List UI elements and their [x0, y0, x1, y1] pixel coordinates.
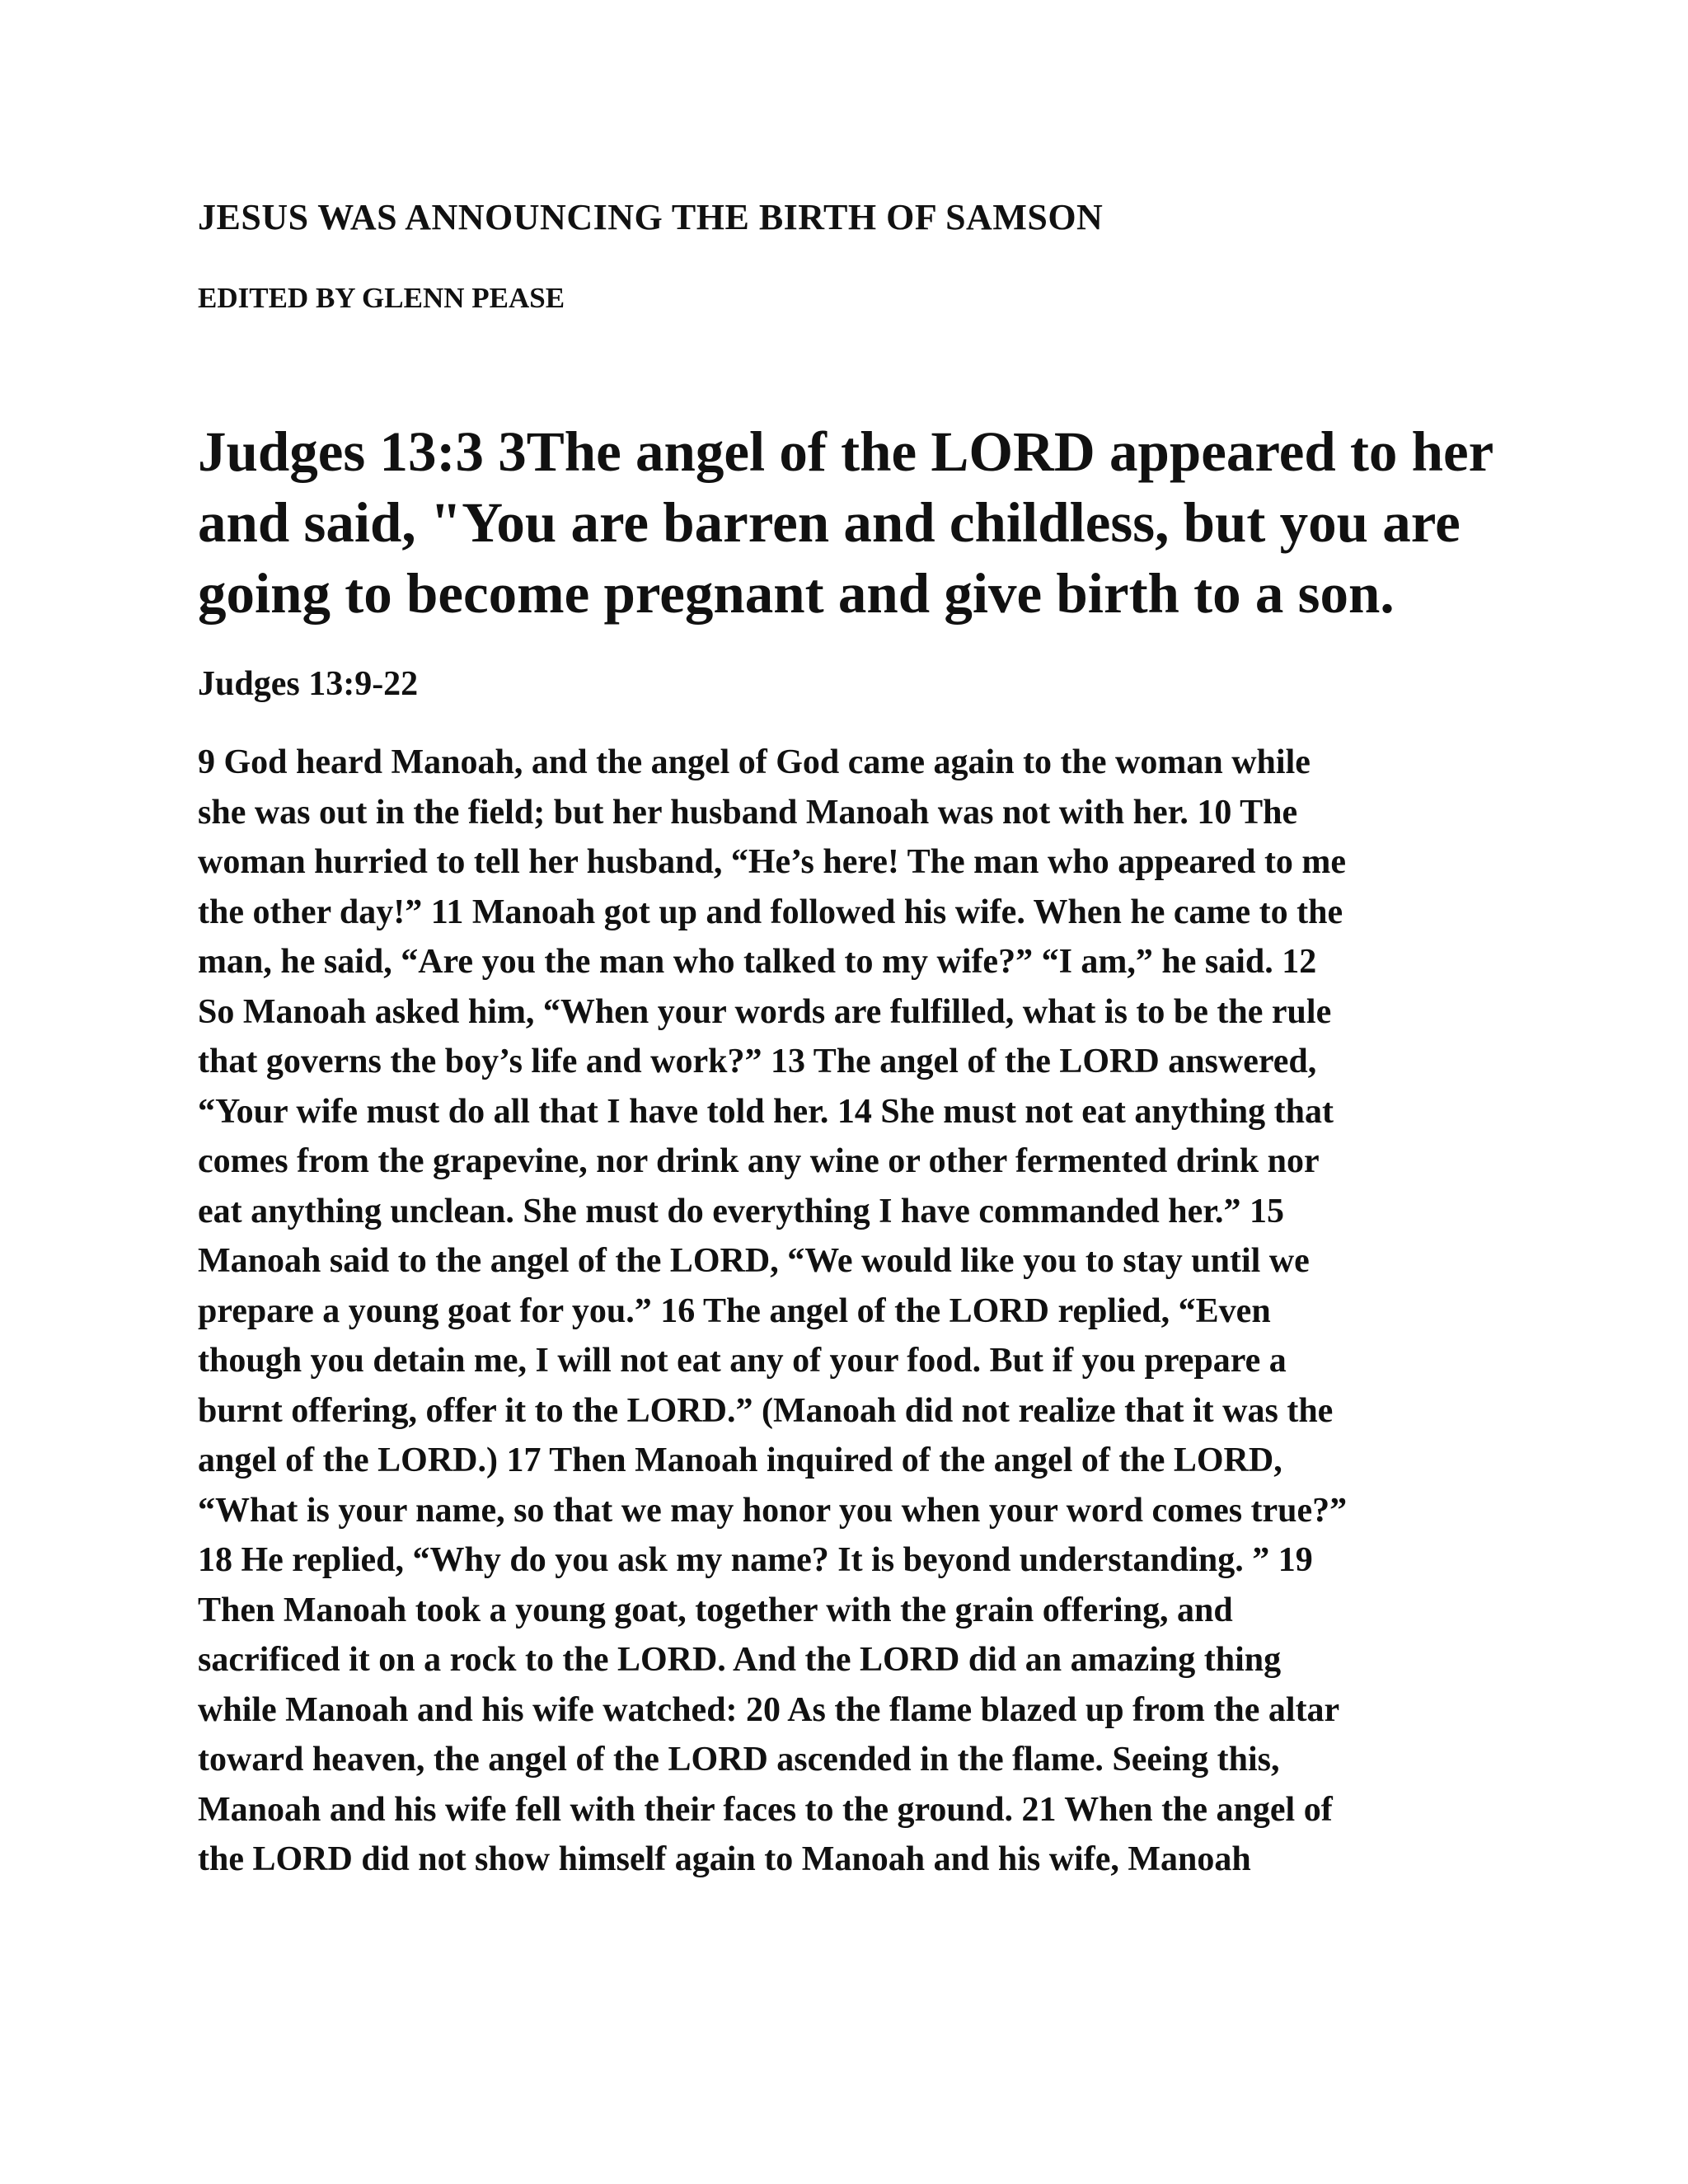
passage-line: eat anything unclean. She must do everything I have commanded her.” 15: [198, 1192, 1285, 1230]
passage-line: 18 He replied, “Why do you ask my name? It is beyond understanding. ” 19: [198, 1541, 1313, 1579]
passage-line: burnt offering, offer it to the LORD.” (Manoah did not realize that it was the: [198, 1391, 1334, 1430]
passage-line: the LORD did not show himself again to Manoah and his wife, Manoah: [198, 1840, 1251, 1878]
passage-line: toward heaven, the angel of the LORD ascended in the flame. Seeing this,: [198, 1741, 1280, 1779]
passage-line: 9 God heard Manoah, and the angel of God came again to the woman while: [198, 743, 1311, 781]
passage-line: sacrificed it on a rock to the LORD. And the LORD did an amazing thing: [198, 1641, 1282, 1679]
document-title: JESUS WAS ANNOUNCING THE BIRTH OF SAMSON: [198, 197, 1104, 237]
passage-line: though you detain me, I will not eat any of your food. But if you prepare a: [198, 1342, 1287, 1380]
passage-line: woman hurried to tell her husband, “He’s here! The man who appeared to me: [198, 843, 1347, 881]
scripture-passage: [198, 738, 1500, 1885]
passage-line: prepare a young goat for you.” 16 The angel of the LORD replied, “Even: [198, 1291, 1271, 1330]
verse-heading: Judges 13:3 3The angel of the LORD appeared to her and said, "You are barren and childless, but you are going to become pregnant and give birth to a son.: [198, 420, 1493, 625]
passage-line: she was out in the field; but her husband Manoah was not with her. 10 The: [198, 793, 1298, 832]
passage-line: Manoah and his wife fell with their faces to the ground. 21 When the angel of: [198, 1790, 1333, 1829]
passage-line: comes from the grapevine, nor drink any wine or other fermented drink nor: [198, 1142, 1320, 1180]
scripture-reference: Judges 13:9-22: [198, 665, 419, 703]
passage-line: “What is your name, so that we may honor you when your word comes true?”: [198, 1491, 1348, 1530]
passage-line: Then Manoah took a young goat, together with the grain offering, and: [198, 1591, 1233, 1629]
passage-line: angel of the LORD.) 17 Then Manoah inquired of the angel of the LORD,: [198, 1441, 1282, 1479]
passage-line: man, he said, “Are you the man who talked to my wife?” “I am,” he said. 12: [198, 943, 1317, 981]
passage-line: the other day!” 11 Manoah got up and followed his wife. When he came to the: [198, 893, 1343, 931]
passage-line: that governs the boy’s life and work?” 13 The angel of the LORD answered,: [198, 1043, 1317, 1080]
passage-line: “Your wife must do all that I have told her. 14 She must not eat anything that: [198, 1092, 1334, 1131]
document-author-line: EDITED BY GLENN PEASE: [198, 282, 565, 314]
passage-line: Manoah said to the angel of the LORD, “We would like you to stay until we: [198, 1242, 1310, 1280]
passage-line: So Manoah asked him, “When your words are fulfilled, what is to be the rule: [198, 992, 1332, 1031]
passage-line: while Manoah and his wife watched: 20 As the flame blazed up from the altar: [198, 1690, 1340, 1729]
